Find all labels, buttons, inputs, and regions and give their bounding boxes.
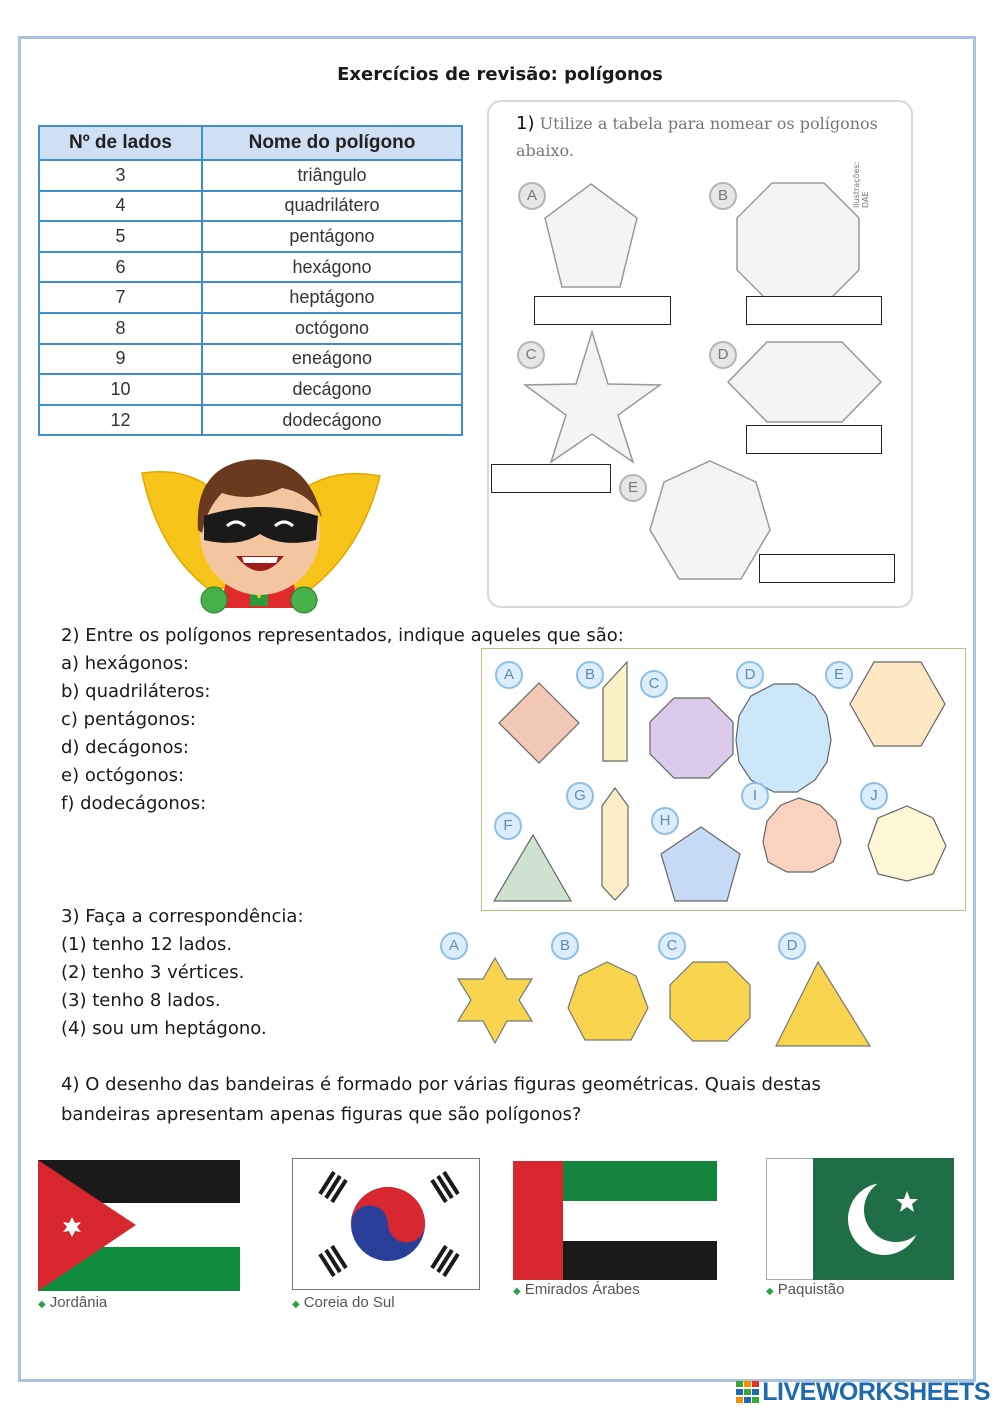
ex2-label-c: C: [640, 670, 668, 698]
table-row: [39, 374, 462, 405]
ex2-item-label: b) quadriláteros:: [61, 681, 211, 702]
answer-box-e[interactable]: [759, 554, 895, 583]
ex3-label-b: B: [551, 932, 579, 960]
logo-mark-icon: [736, 1381, 760, 1403]
sides-cell: 4: [39, 191, 202, 222]
illustration-credit: Ilustrações: DAE: [852, 161, 870, 208]
shape-label-b: B: [709, 182, 737, 210]
table-row: [39, 221, 462, 252]
ex2-label-j: J: [860, 782, 888, 810]
exercise-3-prompt: 3) Faça a correspondência:: [61, 906, 304, 927]
logo-text: LIVEWORKSHEETS: [762, 1378, 990, 1406]
ex2-item-f: [61, 790, 206, 818]
answer-box-d[interactable]: [746, 425, 882, 454]
ex2-item-a: [61, 650, 189, 678]
sides-cell: 9: [39, 344, 202, 375]
name-cell: pentágono: [202, 221, 462, 252]
octagon-shape: [737, 183, 859, 305]
flag-pakistan: [766, 1158, 954, 1280]
ex2-label-b: B: [576, 661, 604, 689]
exercise-1-text: Utilize a tabela para nomear os polígonos abaixo.: [516, 114, 878, 160]
polygon-table: [38, 125, 463, 436]
flag-jordan: [38, 1160, 240, 1291]
flag-south-korea: [292, 1158, 480, 1290]
flag-name: Jordânia: [49, 1294, 108, 1311]
shape-c-octagon: [650, 698, 733, 778]
exercise-4-prompt-line1: 4) O desenho das bandeiras é formado por várias figuras geométricas. Quais destas: [61, 1074, 821, 1095]
shape-label-c: C: [517, 341, 545, 369]
star-6-point: [458, 958, 532, 1043]
shape-label-d: D: [709, 341, 737, 369]
shape-e-hexagon: [850, 662, 945, 746]
sides-cell: 6: [39, 252, 202, 283]
flag-name: Paquistão: [777, 1281, 845, 1298]
ex2-item-label: d) decágonos:: [61, 737, 189, 758]
exercise-3-shapes: [430, 950, 890, 1055]
name-cell: quadrilátero: [202, 191, 462, 222]
answer-box-b[interactable]: [746, 296, 882, 325]
ex3-item-2: (2) tenho 3 vértices.: [61, 962, 245, 983]
sides-cell: 7: [39, 282, 202, 313]
answer-box-c[interactable]: [491, 464, 611, 493]
ex2-label-g: G: [566, 782, 594, 810]
table-row: [39, 344, 462, 375]
ex2-item-label: f) dodecágonos:: [61, 793, 207, 814]
table-row: [39, 160, 462, 191]
shape-f-triangle: [494, 835, 571, 901]
table-row: [39, 313, 462, 344]
ex2-label-e: E: [825, 661, 853, 689]
flag-caption-korea: ◆ Coreia do Sul: [292, 1294, 395, 1311]
exercise-2-prompt: 2) Entre os polígonos representados, indique aqueles que são:: [61, 625, 624, 646]
ex2-item-b: [61, 678, 210, 706]
sides-cell: 5: [39, 221, 202, 252]
page-title: Exercícios de revisão: polígonos: [337, 64, 663, 85]
liveworksheets-logo[interactable]: [736, 1378, 990, 1407]
sides-cell: 12: [39, 405, 202, 436]
ex3-label-a: A: [440, 932, 468, 960]
name-cell: dodecágono: [202, 405, 462, 436]
triangle-yellow: [776, 962, 870, 1046]
star-shape: [525, 332, 660, 462]
flag-uae: [513, 1161, 717, 1280]
table-row: [39, 282, 462, 313]
shape-h-pentagon: [661, 827, 740, 901]
col-header-name: Nome do polígono: [202, 126, 462, 160]
ex2-item-c: [61, 706, 196, 734]
ex3-item-4: (4) sou um heptágono.: [61, 1018, 267, 1039]
ex2-item-label: a) hexágonos:: [61, 653, 189, 674]
name-cell: octógono: [202, 313, 462, 344]
exercise-1-number: 1): [516, 113, 535, 134]
ex2-label-a: A: [495, 661, 523, 689]
ex2-item-e: [61, 762, 184, 790]
ex2-label-f: F: [494, 812, 522, 840]
table-row: [39, 191, 462, 222]
flag-caption-pakistan: ◆ Paquistão: [766, 1281, 845, 1298]
ex3-label-c: C: [658, 932, 686, 960]
ex2-label-h: H: [651, 807, 679, 835]
exercise-4-prompt-line2: bandeiras apresentam apenas figuras que são polígonos?: [61, 1104, 582, 1125]
heptagon-shape: [650, 461, 770, 579]
pentagon-shape: [545, 184, 637, 287]
sides-cell: 8: [39, 313, 202, 344]
name-cell: decágono: [202, 374, 462, 405]
ex2-item-label: e) octógonos:: [61, 765, 185, 786]
shape-i-nonagon: [763, 798, 841, 872]
octagon-yellow: [670, 962, 750, 1041]
flag-caption-uae: ◆ Emirados Árabes: [513, 1281, 640, 1298]
ex2-label-d: D: [736, 661, 764, 689]
sides-cell: 10: [39, 374, 202, 405]
ex3-item-3: (3) tenho 8 lados.: [61, 990, 221, 1011]
hexagon-shape: [728, 342, 881, 422]
answer-box-a[interactable]: [534, 296, 671, 325]
table-row: [39, 405, 462, 436]
ex2-label-i: I: [741, 782, 769, 810]
ex2-item-label: c) pentágonos:: [61, 709, 196, 730]
flag-caption-jordan: ◆ Jordânia: [38, 1294, 108, 1311]
col-header-sides: Nº de lados: [39, 126, 202, 160]
shape-b-quad: [603, 662, 627, 761]
shape-j-heptagon: [868, 806, 946, 881]
flag-name: Coreia do Sul: [303, 1294, 395, 1311]
exercise-1-shapes: [487, 100, 913, 608]
flag-name: Emirados Árabes: [524, 1281, 640, 1298]
heptagon-yellow: [568, 962, 648, 1040]
name-cell: hexágono: [202, 252, 462, 283]
shape-d-decagon: [736, 684, 831, 792]
shape-label-a: A: [518, 182, 546, 210]
ex3-item-1: (1) tenho 12 lados.: [61, 934, 233, 955]
sides-cell: 3: [39, 160, 202, 191]
shape-a-square: [499, 683, 579, 763]
exercise-2-shapes: [481, 648, 966, 911]
superhero-illustration: [132, 438, 382, 618]
ex2-item-d: [61, 734, 189, 762]
shape-label-e: E: [619, 474, 647, 502]
name-cell: triângulo: [202, 160, 462, 191]
name-cell: heptágono: [202, 282, 462, 313]
table-row: [39, 252, 462, 283]
shape-g-hexagon-long: [602, 788, 628, 900]
name-cell: eneágono: [202, 344, 462, 375]
ex3-label-d: D: [778, 932, 806, 960]
